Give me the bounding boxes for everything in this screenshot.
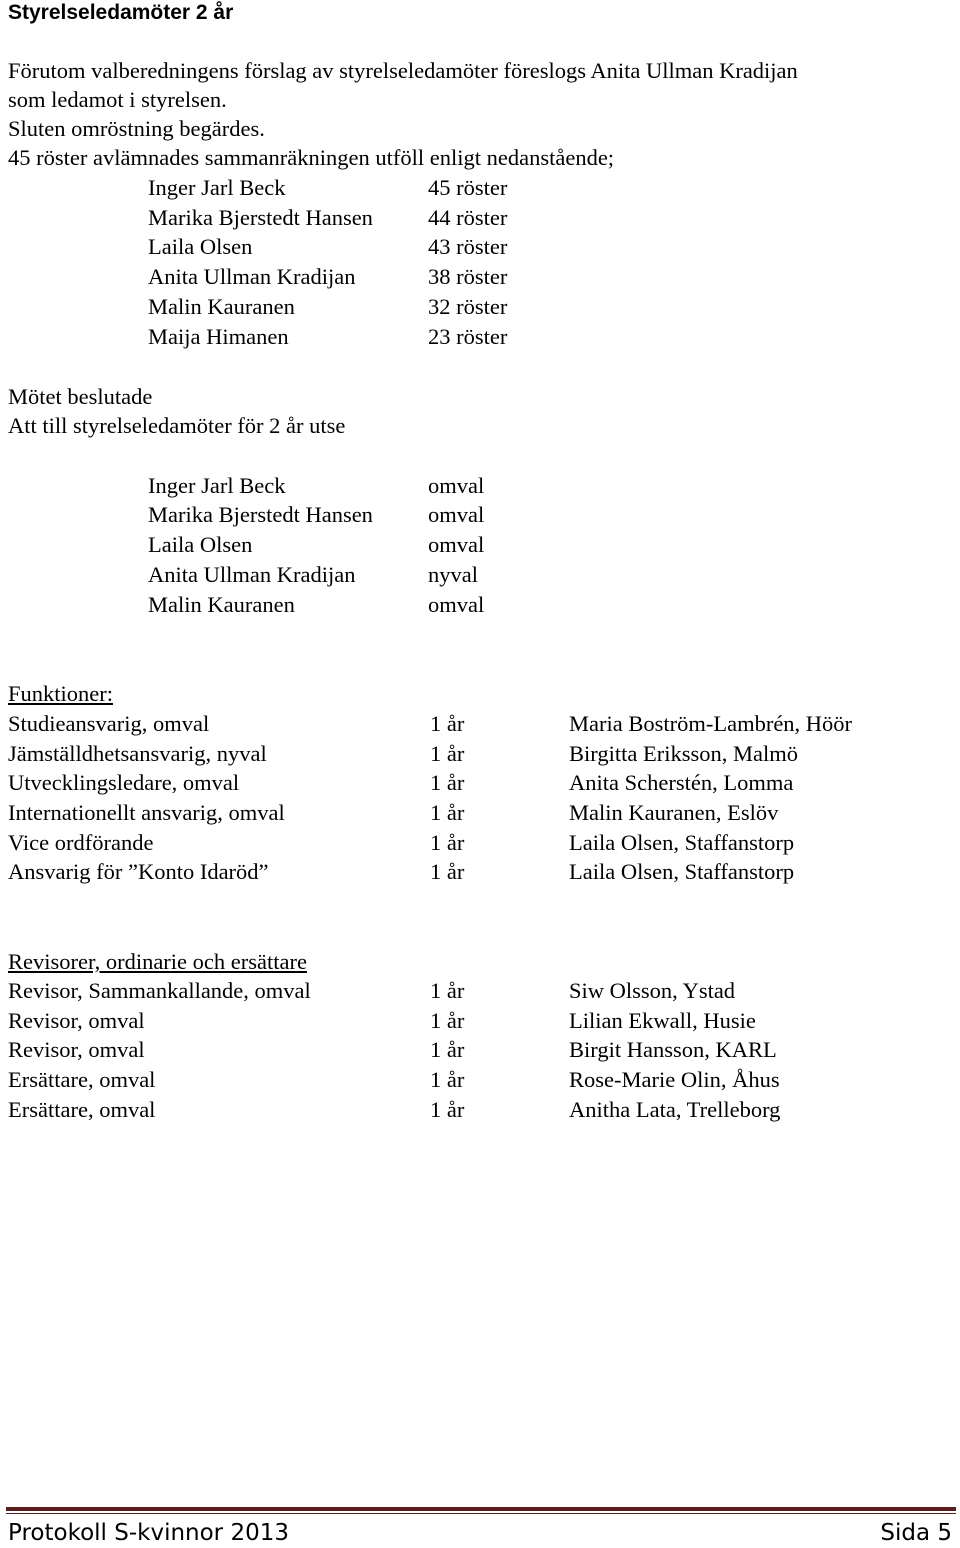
function-role: Utvecklingsledare, omval xyxy=(8,770,240,795)
auditor-term: 1 år xyxy=(430,1008,465,1033)
vote-count: 45 röster xyxy=(428,175,508,200)
elected-name: Laila Olsen xyxy=(148,532,253,557)
vote-count: 38 röster xyxy=(428,264,508,289)
elected-status: omval xyxy=(428,592,485,617)
auditor-role: Ersättare, omval xyxy=(8,1097,156,1122)
function-term: 1 år xyxy=(430,770,465,795)
function-term: 1 år xyxy=(430,859,465,884)
auditor-role: Revisor, omval xyxy=(8,1008,145,1033)
function-term: 1 år xyxy=(430,711,465,736)
vote-name: Maija Himanen xyxy=(148,324,289,349)
vote-name: Laila Olsen xyxy=(148,234,253,259)
auditor-person: Anitha Lata, Trelleborg xyxy=(569,1097,781,1122)
auditor-person: Siw Olsson, Ystad xyxy=(569,978,736,1003)
function-role: Internationellt ansvarig, omval xyxy=(8,800,285,825)
elected-name: Marika Bjerstedt Hansen xyxy=(148,502,373,527)
function-term: 1 år xyxy=(430,800,465,825)
function-person: Anita Scherstén, Lomma xyxy=(569,770,794,795)
function-role: Vice ordförande xyxy=(8,830,154,855)
elected-status: omval xyxy=(428,473,485,498)
elected-status: omval xyxy=(428,502,485,527)
auditor-role: Revisor, Sammankallande, omval xyxy=(8,978,311,1003)
intro-line: Förutom valberedningens förslag av styrelseledamöter föreslogs Anita Ullman Kradijan xyxy=(8,58,798,83)
function-person: Laila Olsen, Staffanstorp xyxy=(569,859,795,884)
elected-status: omval xyxy=(428,532,485,557)
auditor-role: Revisor, omval xyxy=(8,1037,145,1062)
intro-line: Sluten omröstning begärdes. xyxy=(8,116,265,141)
elected-name: Inger Jarl Beck xyxy=(148,473,286,498)
function-person: Laila Olsen, Staffanstorp xyxy=(569,830,795,855)
footer-title: Protokoll S-kvinnor 2013 xyxy=(8,1520,289,1546)
elected-status: nyval xyxy=(428,562,478,587)
auditor-person: Lilian Ekwall, Husie xyxy=(569,1008,756,1033)
vote-count: 32 röster xyxy=(428,294,508,319)
auditor-role: Ersättare, omval xyxy=(8,1067,156,1092)
vote-name: Malin Kauranen xyxy=(148,294,295,319)
vote-name: Anita Ullman Kradijan xyxy=(148,264,356,289)
function-term: 1 år xyxy=(430,741,465,766)
function-role: Jämställdhetsansvarig, nyval xyxy=(8,741,267,766)
vote-name: Inger Jarl Beck xyxy=(148,175,286,200)
auditor-term: 1 år xyxy=(430,1037,465,1062)
function-person: Birgitta Eriksson, Malmö xyxy=(569,741,798,766)
decision-line: Mötet beslutade xyxy=(8,384,153,409)
vote-count: 23 röster xyxy=(428,324,508,349)
function-person: Malin Kauranen, Eslöv xyxy=(569,800,779,825)
decision-line: Att till styrelseledamöter för 2 år utse xyxy=(8,413,346,438)
auditor-term: 1 år xyxy=(430,1097,465,1122)
function-term: 1 år xyxy=(430,830,465,855)
footer-rule-thick xyxy=(6,1507,956,1511)
auditor-person: Birgit Hansson, KARL xyxy=(569,1037,777,1062)
page-number: Sida 5 xyxy=(880,1520,952,1546)
function-person: Maria Boström-Lambrén, Höör xyxy=(569,711,853,736)
elected-name: Malin Kauranen xyxy=(148,592,295,617)
section-heading: Styrelseledamöter 2 år xyxy=(8,1,234,24)
auditor-term: 1 år xyxy=(430,1067,465,1092)
auditors-heading: Revisorer, ordinarie och ersättare xyxy=(8,949,307,974)
vote-count: 44 röster xyxy=(428,205,508,230)
elected-name: Anita Ullman Kradijan xyxy=(148,562,356,587)
auditor-term: 1 år xyxy=(430,978,465,1003)
intro-line: som ledamot i styrelsen. xyxy=(8,87,227,112)
auditor-person: Rose-Marie Olin, Åhus xyxy=(569,1067,780,1092)
function-role: Ansvarig för ”Konto Idaröd” xyxy=(8,859,269,884)
vote-name: Marika Bjerstedt Hansen xyxy=(148,205,373,230)
vote-count: 43 röster xyxy=(428,234,508,259)
footer-rule-thin xyxy=(6,1513,956,1514)
function-role: Studieansvarig, omval xyxy=(8,711,210,736)
intro-line: 45 röster avlämnades sammanräkningen utföll enligt nedanstående; xyxy=(8,145,615,170)
functions-heading: Funktioner: xyxy=(8,681,113,706)
